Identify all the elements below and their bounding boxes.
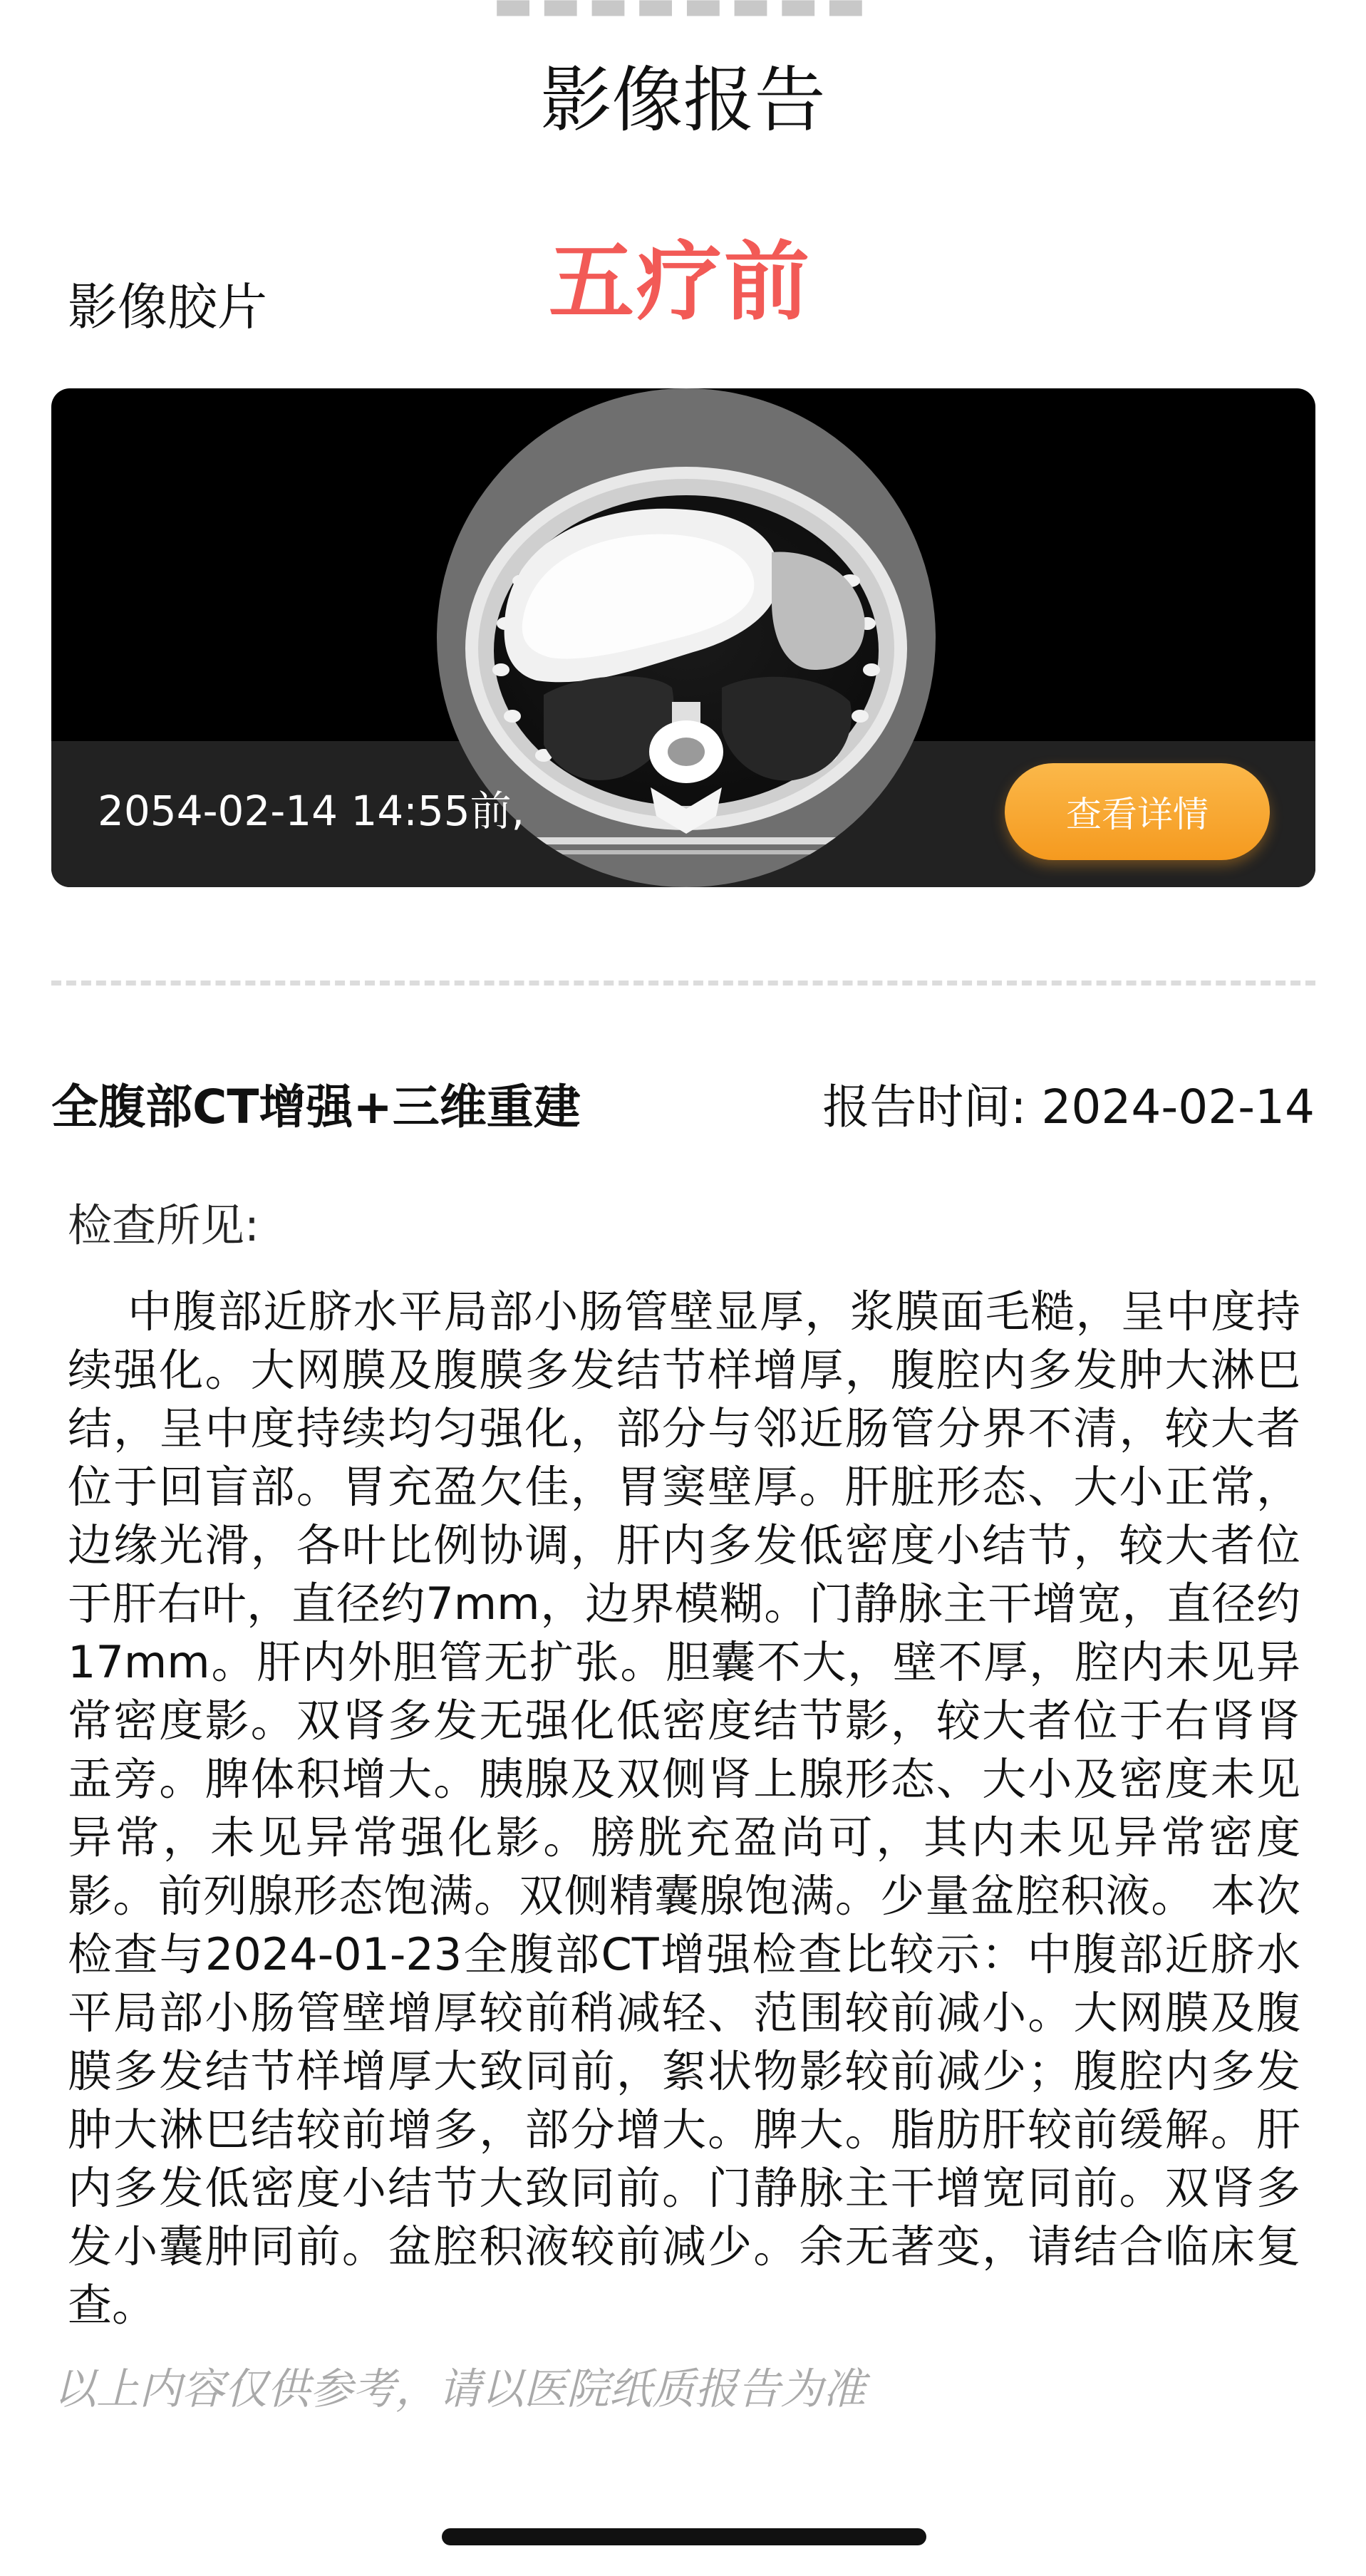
page-title: 影像报告 bbox=[540, 58, 826, 142]
report-time: 报告时间: 2024-02-14 bbox=[822, 1080, 1315, 1134]
film-card[interactable] bbox=[51, 388, 1315, 887]
findings-text: 中腹部近脐水平局部小肠管壁显厚，浆膜面毛糙，呈中度持续强化。大网膜及腹膜多发结节样增厚，腹腔内多发肿大淋巴结，呈中度持续均匀强化，部分与邻近肠管分界不清，较大者位于回盲部。胃充盈欠佳，胃窦壁厚。肝脏形态、大小正常，边缘光滑，各叶比例协调，肝内多发低密度小结节，较大者位于肝右叶，直径约7mm，边界模糊。门静脉主干增宽，直径约17mm。肝内外胆管无扩张。胆囊不大，壁不厚，腔内未见异常密度影。双肾多发无强化低密度结节影，较大者位于右肾肾盂旁。脾体积增大。胰腺及双侧肾上腺形态、大小及密度未见异常，未见异常强化影。膀胱充盈尚可，其内未见异常密度影。前列腺形态饱满。双侧精囊腺饱满。少量盆腔积液。 本次检查与2024-01-23全腹部CT增强检查比较示：中腹部近脐水平局部小肠管壁增厚较前稍减轻、范围较前减小。大网膜及腹膜多发结节样增厚大致同前，絮状物影较前减少；腹腔内多发肿大淋巴结较前增多，部分增大。脾大。脂肪肝较前缓解。肝内多发低密度小结节大致同前。门静脉主干增宽同前。双肾多发小囊肿同前。盆腔积液较前减少。余无著变，请结合临床复查。 bbox=[68, 1286, 1300, 2331]
film-date-caption: 2054-02-14 14:55前, bbox=[98, 787, 525, 835]
scrolled-off-header-text: ▬▬▬▬▬▬▬▬ bbox=[492, 0, 874, 30]
findings-label: 检查所见: bbox=[68, 1199, 259, 1251]
exam-name: 全腹部CT增强+三维重建 bbox=[51, 1080, 581, 1134]
handwritten-stage-annotation: 五疗前 bbox=[549, 233, 812, 332]
view-details-button[interactable]: 查看详情 bbox=[1005, 763, 1270, 860]
dashed-divider bbox=[51, 981, 1315, 986]
disclaimer-text: 以上内容仅供参考，请以医院纸质报告为准 bbox=[53, 2364, 866, 2414]
home-indicator[interactable] bbox=[442, 2528, 926, 2545]
film-section-label: 影像胶片 bbox=[68, 278, 267, 336]
